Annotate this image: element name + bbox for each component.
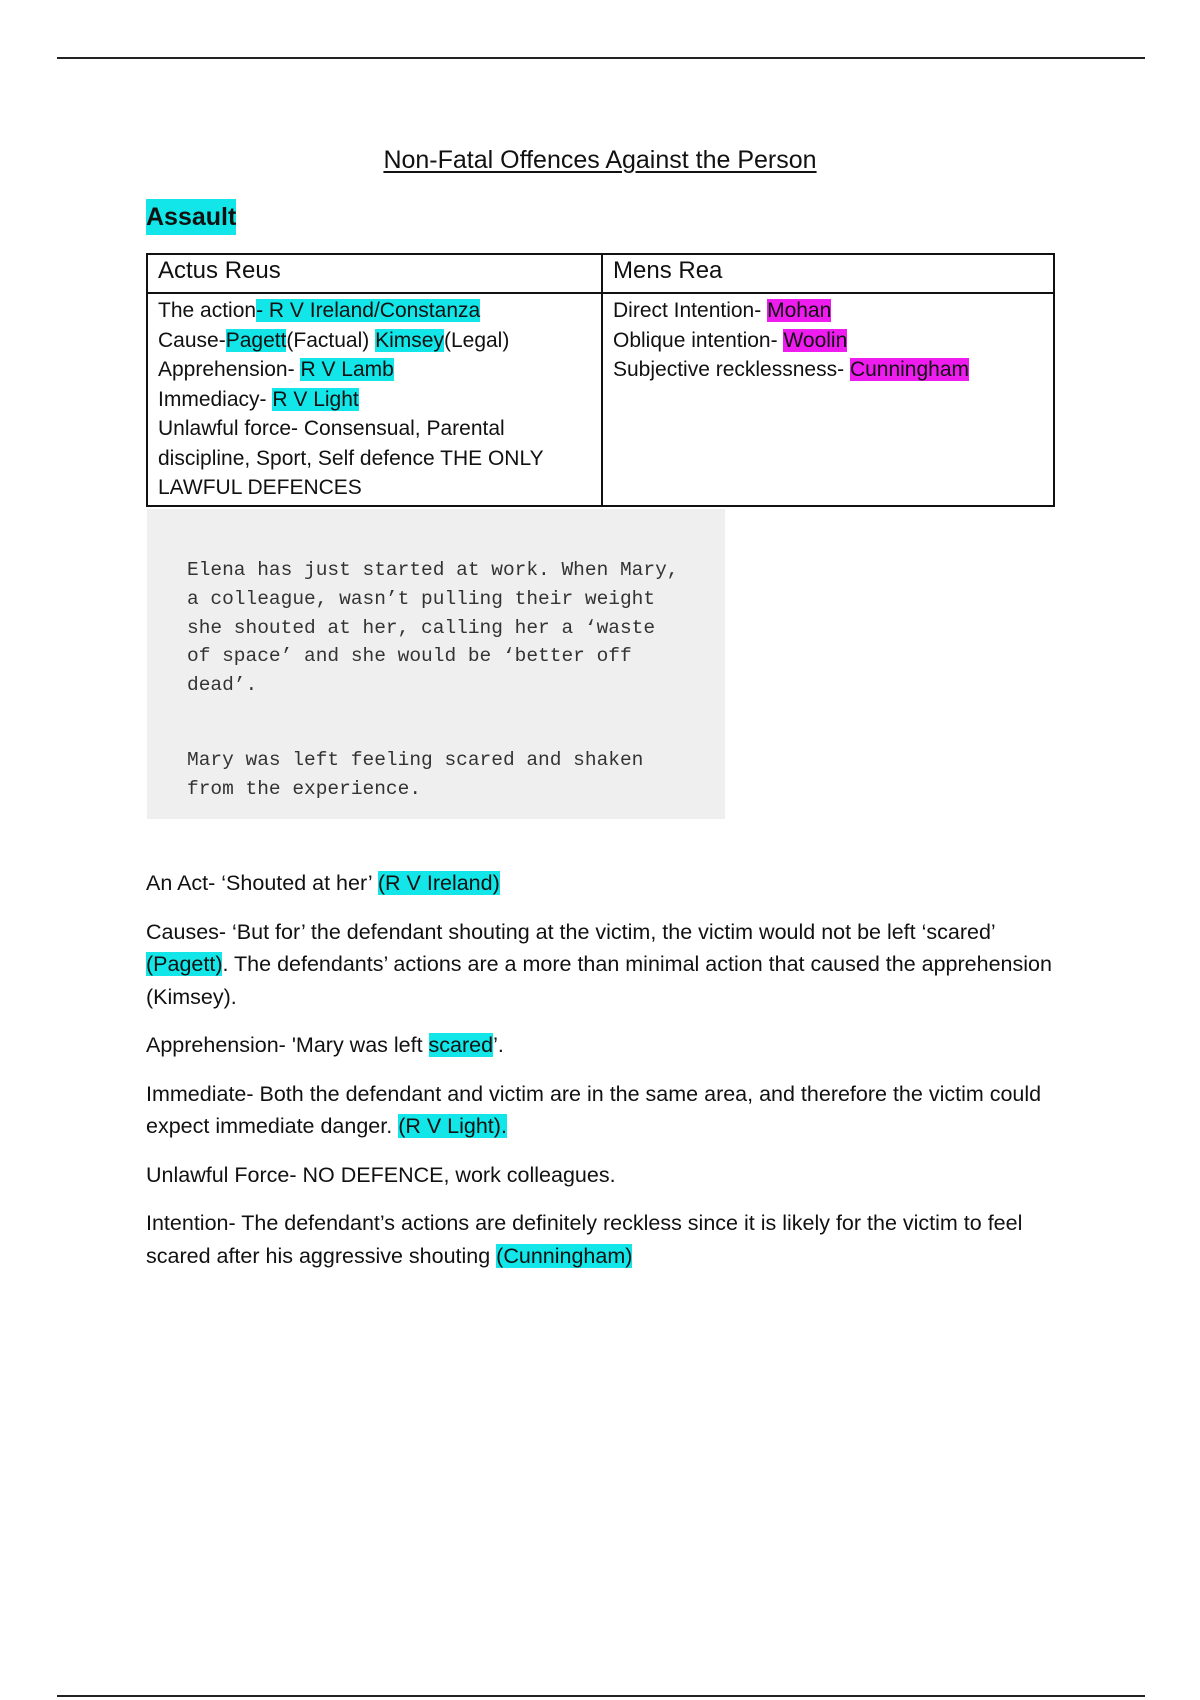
analysis-intention-text: Intention- The defendant’s actions are definitely reckless since it is likely for the victim to feel scared after his aggressive shouting <box>146 1211 1023 1268</box>
mens-oblique-case: Woolin <box>783 328 848 352</box>
actus-cause-factual: (Factual) <box>286 328 376 352</box>
analysis-causes-text: Causes- ‘But for’ the defendant shouting at the victim, the victim would not be left ‘scared’ <box>146 919 995 944</box>
analysis-unlawful-force: Unlawful Force- NO DEFENCE, work colleagues. <box>146 1162 616 1187</box>
actus-cause-legal: (Legal) <box>443 328 510 352</box>
analysis-act-case: (R V Ireland) <box>377 871 500 895</box>
analysis-act-text: An Act- ‘Shouted at her’ <box>146 871 378 895</box>
actus-apprehension-case: R V Lamb <box>300 358 394 381</box>
actus-cause-line <box>158 326 591 356</box>
mens-reckless-line <box>613 355 1043 385</box>
analysis-causes-text-2: . The defendants’ actions are a more than minimal action that caused the apprehension (Kimsey). <box>146 952 1052 1009</box>
actus-immediacy-label: Immediacy- <box>158 387 273 411</box>
table-header-mens-rea: Mens Rea <box>602 254 1054 293</box>
header-rule <box>57 57 1145 59</box>
scenario-paragraph-2: Mary was left feeling scared and shaken from the experience. <box>187 748 644 800</box>
table-header-actus-reus: Actus Reus <box>147 254 602 293</box>
analysis-section <box>146 867 1066 1288</box>
mens-oblique-label: Oblique intention- <box>613 328 784 352</box>
actus-mens-table <box>146 253 1055 507</box>
analysis-apprehension-highlight: scared <box>428 1033 494 1057</box>
actus-immediacy-case: R V Light <box>272 387 359 411</box>
analysis-immediate-case: (R V Light). <box>398 1114 507 1138</box>
mens-direct-label: Direct Intention- <box>613 299 768 322</box>
table-row <box>147 293 1054 506</box>
actus-cause-case-kimsey: Kimsey <box>375 328 444 352</box>
mens-direct-case: Mohan <box>767 299 832 322</box>
scenario-paragraph-1: Elena has just started at work. When Mary, a colleague, wasn’t pulling their weight she shouted at her, calling her a ‘waste of space’ and she would be ‘better off dead’. <box>187 559 679 697</box>
analysis-intention-case: (Cunningham) <box>496 1243 633 1268</box>
analysis-intention <box>146 1207 1066 1272</box>
analysis-immediate <box>146 1078 1066 1143</box>
actus-immediacy-line <box>158 385 591 415</box>
analysis-act <box>146 867 1066 900</box>
analysis-causes <box>146 916 1066 1014</box>
actus-cause-label: Cause- <box>158 328 226 352</box>
document-title <box>0 146 1200 175</box>
analysis-apprehension-text: Apprehension- 'Mary was left <box>146 1033 429 1057</box>
mens-rea-cell <box>602 293 1054 506</box>
analysis-apprehension-end: ’. <box>493 1033 504 1057</box>
analysis-apprehension <box>146 1029 1066 1062</box>
mens-reckless-case: Cunningham <box>849 358 970 381</box>
actus-action-line <box>158 296 591 326</box>
actus-apprehension-label: Apprehension- <box>158 358 301 381</box>
analysis-immediate-text: Immediate- Both the defendant and victim are in the same area, and therefore the victim could expect immediate danger. <box>146 1081 1042 1138</box>
section-heading-assault: Assault <box>146 199 236 235</box>
actus-reus-cell <box>147 293 602 506</box>
mens-reckless-label: Subjective recklessness- <box>613 358 850 381</box>
footer-rule <box>57 1695 1145 1697</box>
table-header-row <box>147 254 1054 293</box>
actus-action-case: - R V Ireland/Constanza <box>256 299 481 322</box>
actus-cause-case-pagett: Pagett <box>225 328 287 352</box>
mens-oblique-line <box>613 326 1043 356</box>
actus-unlawful-force: Unlawful force- Consensual, Parental discipline, Sport, Self defence THE ONLY LAWFUL DEFENCES <box>158 417 544 499</box>
mens-direct-line <box>613 296 1043 326</box>
document-title-text: Non-Fatal Offences Against the Person <box>383 146 817 174</box>
analysis-causes-case: (Pagett) <box>146 952 223 976</box>
scenario-box <box>147 509 725 819</box>
actus-action-label: The action <box>158 299 257 322</box>
actus-apprehension-line <box>158 355 591 385</box>
